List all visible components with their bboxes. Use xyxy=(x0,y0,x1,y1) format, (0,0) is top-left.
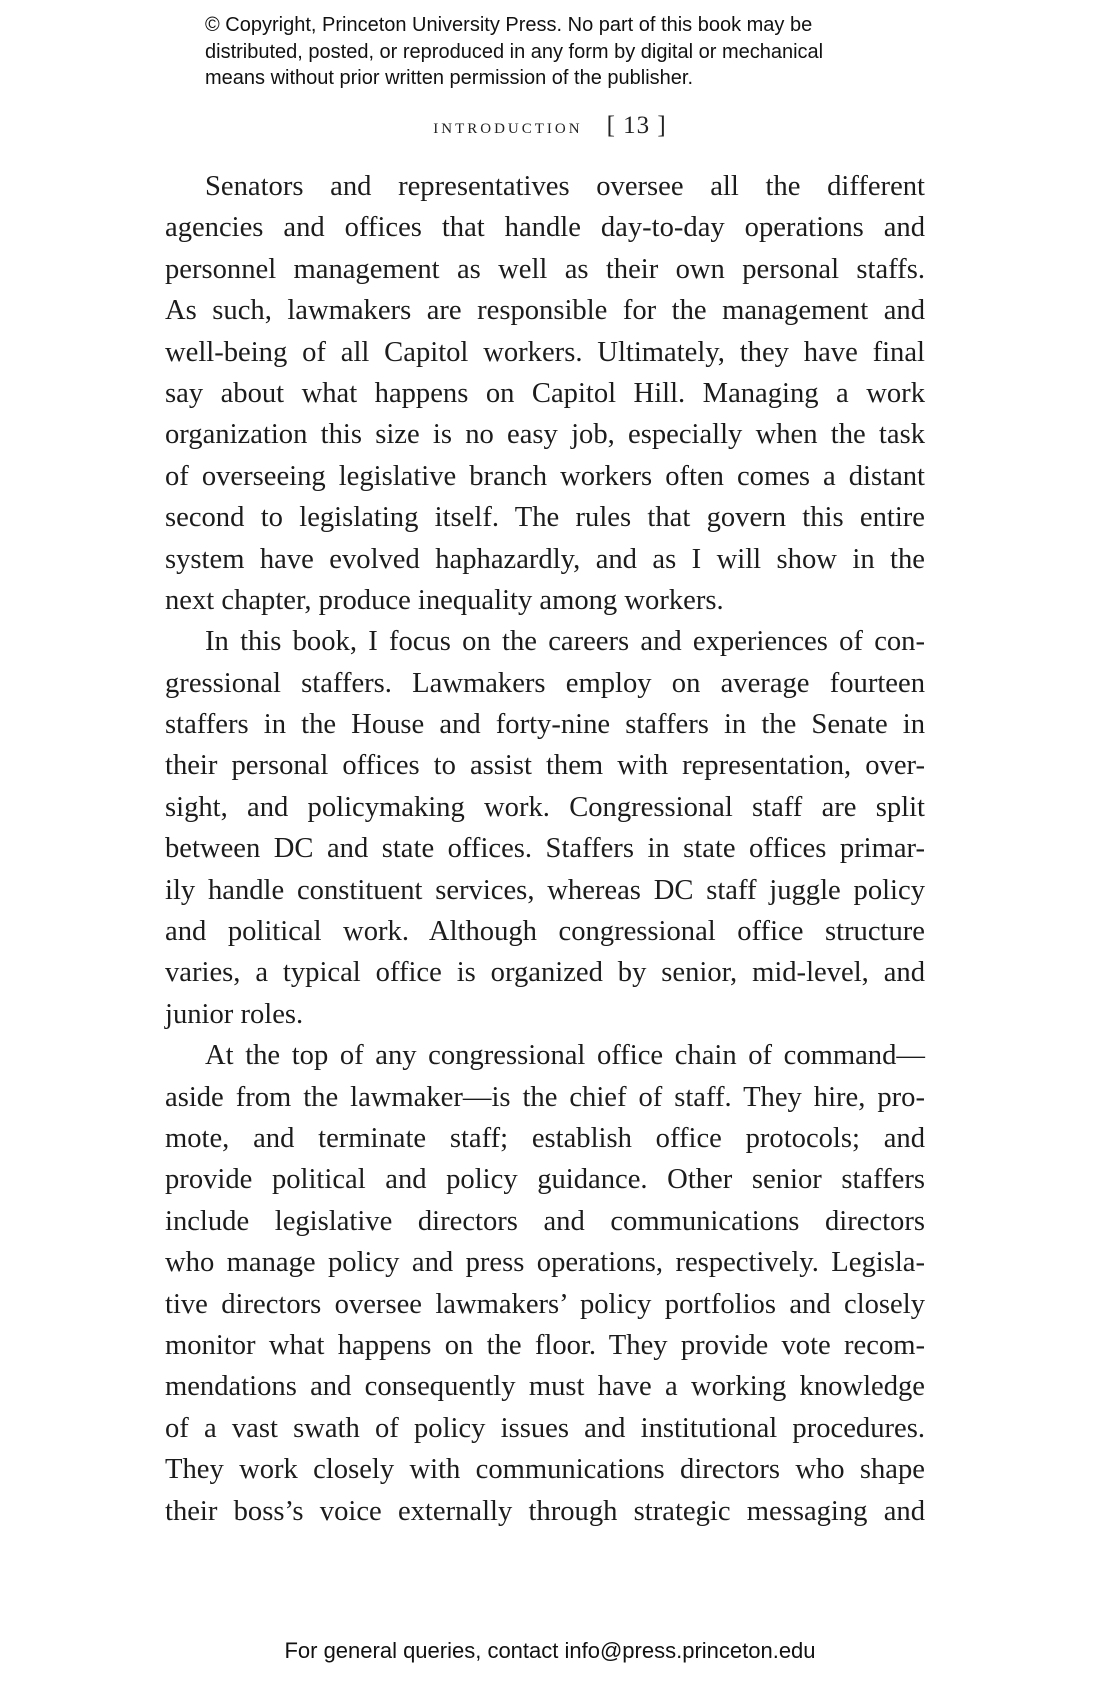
copyright-line: means without prior written permission of the publisher. xyxy=(205,67,694,89)
footer-contact: For general queries, contact info@press.princeton.edu xyxy=(284,1638,816,1663)
text-line: say about what happens on Capitol Hill. Managing a work xyxy=(165,377,925,409)
text-line: They work closely with communications directors who shape xyxy=(165,1454,925,1486)
text-line: ily handle constituent services, whereas DC staff juggle policy xyxy=(165,874,925,906)
text-line: who manage policy and press operations, respectively. Legisla- xyxy=(165,1247,925,1279)
text-line: mendations and consequently must have a working knowledge xyxy=(165,1371,925,1403)
text-line: As such, lawmakers are responsible for the management and xyxy=(165,295,925,327)
text-line: organization this size is no easy job, especially when the task xyxy=(165,419,925,451)
body-text xyxy=(165,166,925,1532)
text-line: provide political and policy guidance. Other senior staffers xyxy=(165,1164,925,1196)
copyright-notice xyxy=(205,12,925,92)
text-line: their personal offices to assist them with representation, over- xyxy=(165,750,925,782)
text-line: staffers in the House and forty-nine staffers in the Senate in xyxy=(165,709,925,741)
text-line: Senators and representatives oversee all the different xyxy=(205,171,925,202)
copyright-line: © Copyright, Princeton University Press. No part of this book may be xyxy=(205,14,813,36)
text-line: system have evolved haphazardly, and as I will show in the xyxy=(165,543,925,575)
text-line: tive directors oversee lawmakers’ policy portfolios and closely xyxy=(165,1288,925,1320)
text-line: their boss’s voice externally through strategic messaging and xyxy=(165,1495,925,1527)
text-line: second to legislating itself. The rules that govern this entire xyxy=(165,502,925,534)
text-line: of a vast swath of policy issues and institutional procedures. xyxy=(165,1412,925,1444)
paragraph xyxy=(165,1035,925,1532)
text-line: agencies and offices that handle day-to-day operations and xyxy=(165,212,925,244)
page-number: [ 13 ] xyxy=(606,112,667,139)
text-line: sight, and policymaking work. Congressional staff are split xyxy=(165,791,925,823)
text-line: junior roles. xyxy=(165,998,304,1030)
paragraph xyxy=(165,166,925,621)
text-line: next chapter, produce inequality among workers. xyxy=(165,584,724,616)
text-line: varies, a typical office is organized by senior, mid-level, and xyxy=(165,957,925,989)
text-line: monitor what happens on the floor. They provide vote recom- xyxy=(165,1329,925,1361)
text-line: aside from the lawmaker—is the chief of staff. They hire, pro- xyxy=(165,1081,925,1113)
text-line: and political work. Although congressional office structure xyxy=(165,916,925,948)
text-line: between DC and state offices. Staffers in state offices primar- xyxy=(165,833,925,865)
text-line: At the top of any congressional office chain of command— xyxy=(205,1040,925,1072)
copyright-line: distributed, posted, or reproduced in any form by digital or mechanical xyxy=(205,40,824,63)
text-line: include legislative directors and communications directors xyxy=(165,1205,925,1237)
text-line: personnel management as well as their own personal staffs. xyxy=(165,253,925,285)
chapter-title: introduction xyxy=(433,114,583,138)
paragraph xyxy=(165,621,925,1035)
text-line: mote, and terminate staff; establish office protocols; and xyxy=(165,1122,925,1154)
text-line: well-being of all Capitol workers. Ultimately, they have final xyxy=(165,336,925,368)
text-line: In this book, I focus on the careers and experiences of con- xyxy=(205,626,925,658)
running-head xyxy=(0,112,1100,140)
text-line: of overseeing legislative branch workers often comes a distant xyxy=(165,460,925,492)
text-line: gressional staffers. Lawmakers employ on average fourteen xyxy=(165,667,925,699)
